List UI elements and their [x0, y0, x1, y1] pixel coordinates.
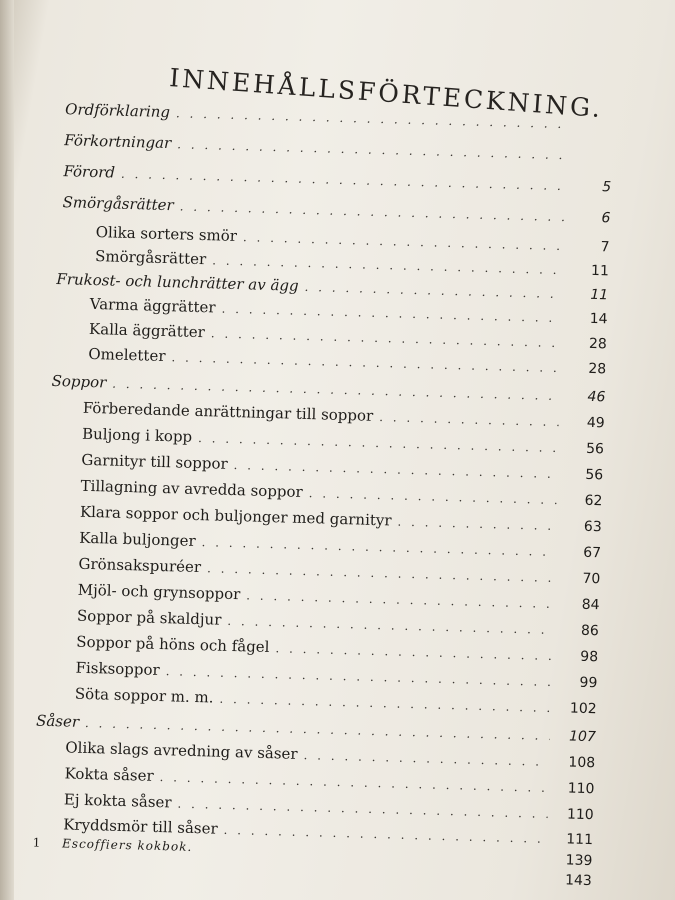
toc-entry-label: Förkortningar [64, 131, 172, 153]
toc-entry-page: 63 [583, 518, 602, 536]
dot-leader [159, 770, 548, 795]
toc-entry-label: Olika slags avredning av såser [65, 738, 298, 763]
dot-leader [85, 716, 550, 743]
toc-entry-label: Frukost- och lunchrätter av ägg [56, 269, 299, 295]
dot-leader [207, 561, 555, 585]
toc-entry-label: Förord [63, 162, 116, 182]
toc-entry-page: 139 [565, 852, 593, 870]
toc-entry-page: 28 [588, 335, 608, 353]
toc-entry-label: Grönsakspuréer [78, 554, 202, 577]
toc-entry-label: Kalla äggrätter [88, 319, 206, 342]
footnote-number: 1 [32, 835, 42, 850]
dot-leader [179, 199, 564, 224]
dot-leader [212, 253, 563, 277]
toc-entry-page: 11 [590, 262, 610, 280]
toc-entry-label: Soppor [51, 371, 107, 392]
toc-entry-label: Söta soppor m. m. [74, 684, 214, 707]
toc-entry-label: Omeletter [88, 344, 166, 366]
dot-leader [397, 515, 556, 533]
dot-leader [275, 641, 552, 663]
toc-entry-label: Kryddsmör till såser [62, 815, 218, 838]
dot-leader [176, 106, 567, 131]
toc-entry-page: 86 [580, 622, 600, 640]
toc-entry-label: Varma äggrätter [89, 294, 216, 317]
toc-entry-page: 143 [564, 872, 593, 890]
dot-leader [121, 167, 566, 193]
dot-leader [309, 486, 557, 507]
toc-entry-page: 67 [582, 544, 602, 562]
footer-text: Escoffiers kokbok. [61, 836, 193, 854]
dot-leader [165, 664, 551, 689]
toc-entry-label: Ordförklaring [64, 100, 171, 122]
toc-entry [63, 162, 611, 195]
toc-entry-label: Garnityr till soppor [81, 450, 228, 473]
dot-leader [227, 614, 553, 637]
dot-leader [221, 302, 561, 325]
dot-leader [304, 280, 562, 301]
toc-entry-label: Kokta såser [64, 764, 154, 785]
toc-entry-page: 62 [584, 492, 603, 510]
toc-entry-label: Såser [35, 711, 80, 731]
dot-leader [211, 326, 561, 350]
dot-leader [177, 797, 548, 821]
dot-leader [223, 823, 547, 846]
toc-entry-page: 46 [587, 388, 606, 406]
toc-entry-label: Förberedande anrättningar till soppor [82, 398, 374, 425]
toc-trailing-pages [532, 851, 592, 869]
toc-entry-page: 7 [600, 239, 610, 256]
toc-entry-label: Klara soppor och buljonger med garnityr [79, 502, 392, 530]
toc-entry-label: Smörgåsrätter [62, 193, 174, 215]
dot-leader [171, 350, 560, 375]
toc-entry-label: Fisksoppor [75, 658, 160, 680]
toc-entry-page: 111 [566, 831, 594, 849]
dot-leader [243, 230, 564, 253]
dot-leader [246, 588, 554, 611]
toc-entry-page: 70 [582, 570, 601, 588]
toc-entry [64, 131, 612, 164]
toc-entry-page: 102 [569, 700, 597, 718]
toc-entry-label: Buljong i kopp [81, 424, 193, 446]
dot-leader [219, 692, 551, 715]
toc-entry-page: 6 [601, 210, 611, 227]
toc-entry-page: 107 [568, 728, 597, 746]
toc-trailing-pages [532, 871, 592, 889]
dot-leader [303, 748, 549, 769]
toc-entry-page: 56 [585, 466, 604, 484]
dot-leader [112, 377, 559, 403]
toc-entry-label: Ej kokta såser [63, 790, 172, 812]
toc-entry-page: 5 [602, 179, 612, 196]
toc-entry [65, 100, 613, 133]
page-title: INNEHÅLLSFÖRTECKNING. [168, 63, 605, 124]
toc-entry-label: Kalla buljonger [78, 528, 196, 550]
toc-entry-label: Tillagning av avredda soppor [80, 476, 303, 501]
toc-entry-page: 110 [567, 780, 595, 798]
toc-entry [75, 685, 597, 718]
dot-leader [201, 535, 555, 559]
toc-entry-page: 99 [579, 674, 598, 692]
toc-entry-page: 84 [581, 596, 600, 614]
toc-entry-label: Soppor på skaldjur [76, 606, 222, 629]
toc-entry-page: 11 [590, 286, 609, 304]
toc-entry-page: 28 [588, 360, 607, 378]
dot-leader [379, 410, 559, 429]
toc-entry [62, 193, 610, 226]
toc-entry-page: 98 [580, 648, 599, 666]
toc-entry-page: 56 [585, 440, 605, 458]
toc-entry-page: 14 [589, 310, 608, 328]
toc-entry-label: Smörgåsrätter [94, 247, 207, 269]
dot-leader [177, 137, 566, 162]
toc-entry-label: Soppor på höns och fågel [76, 632, 270, 657]
toc-entry-page: 110 [566, 806, 594, 824]
dot-leader [233, 458, 557, 481]
toc-entry-label: Olika sorters smör [95, 223, 238, 245]
toc-entry-page: 49 [586, 414, 605, 432]
toc-entry-label: Mjöl- och grynsoppor [77, 580, 241, 604]
dot-leader [198, 431, 558, 455]
toc-entry-page: 108 [568, 754, 596, 772]
